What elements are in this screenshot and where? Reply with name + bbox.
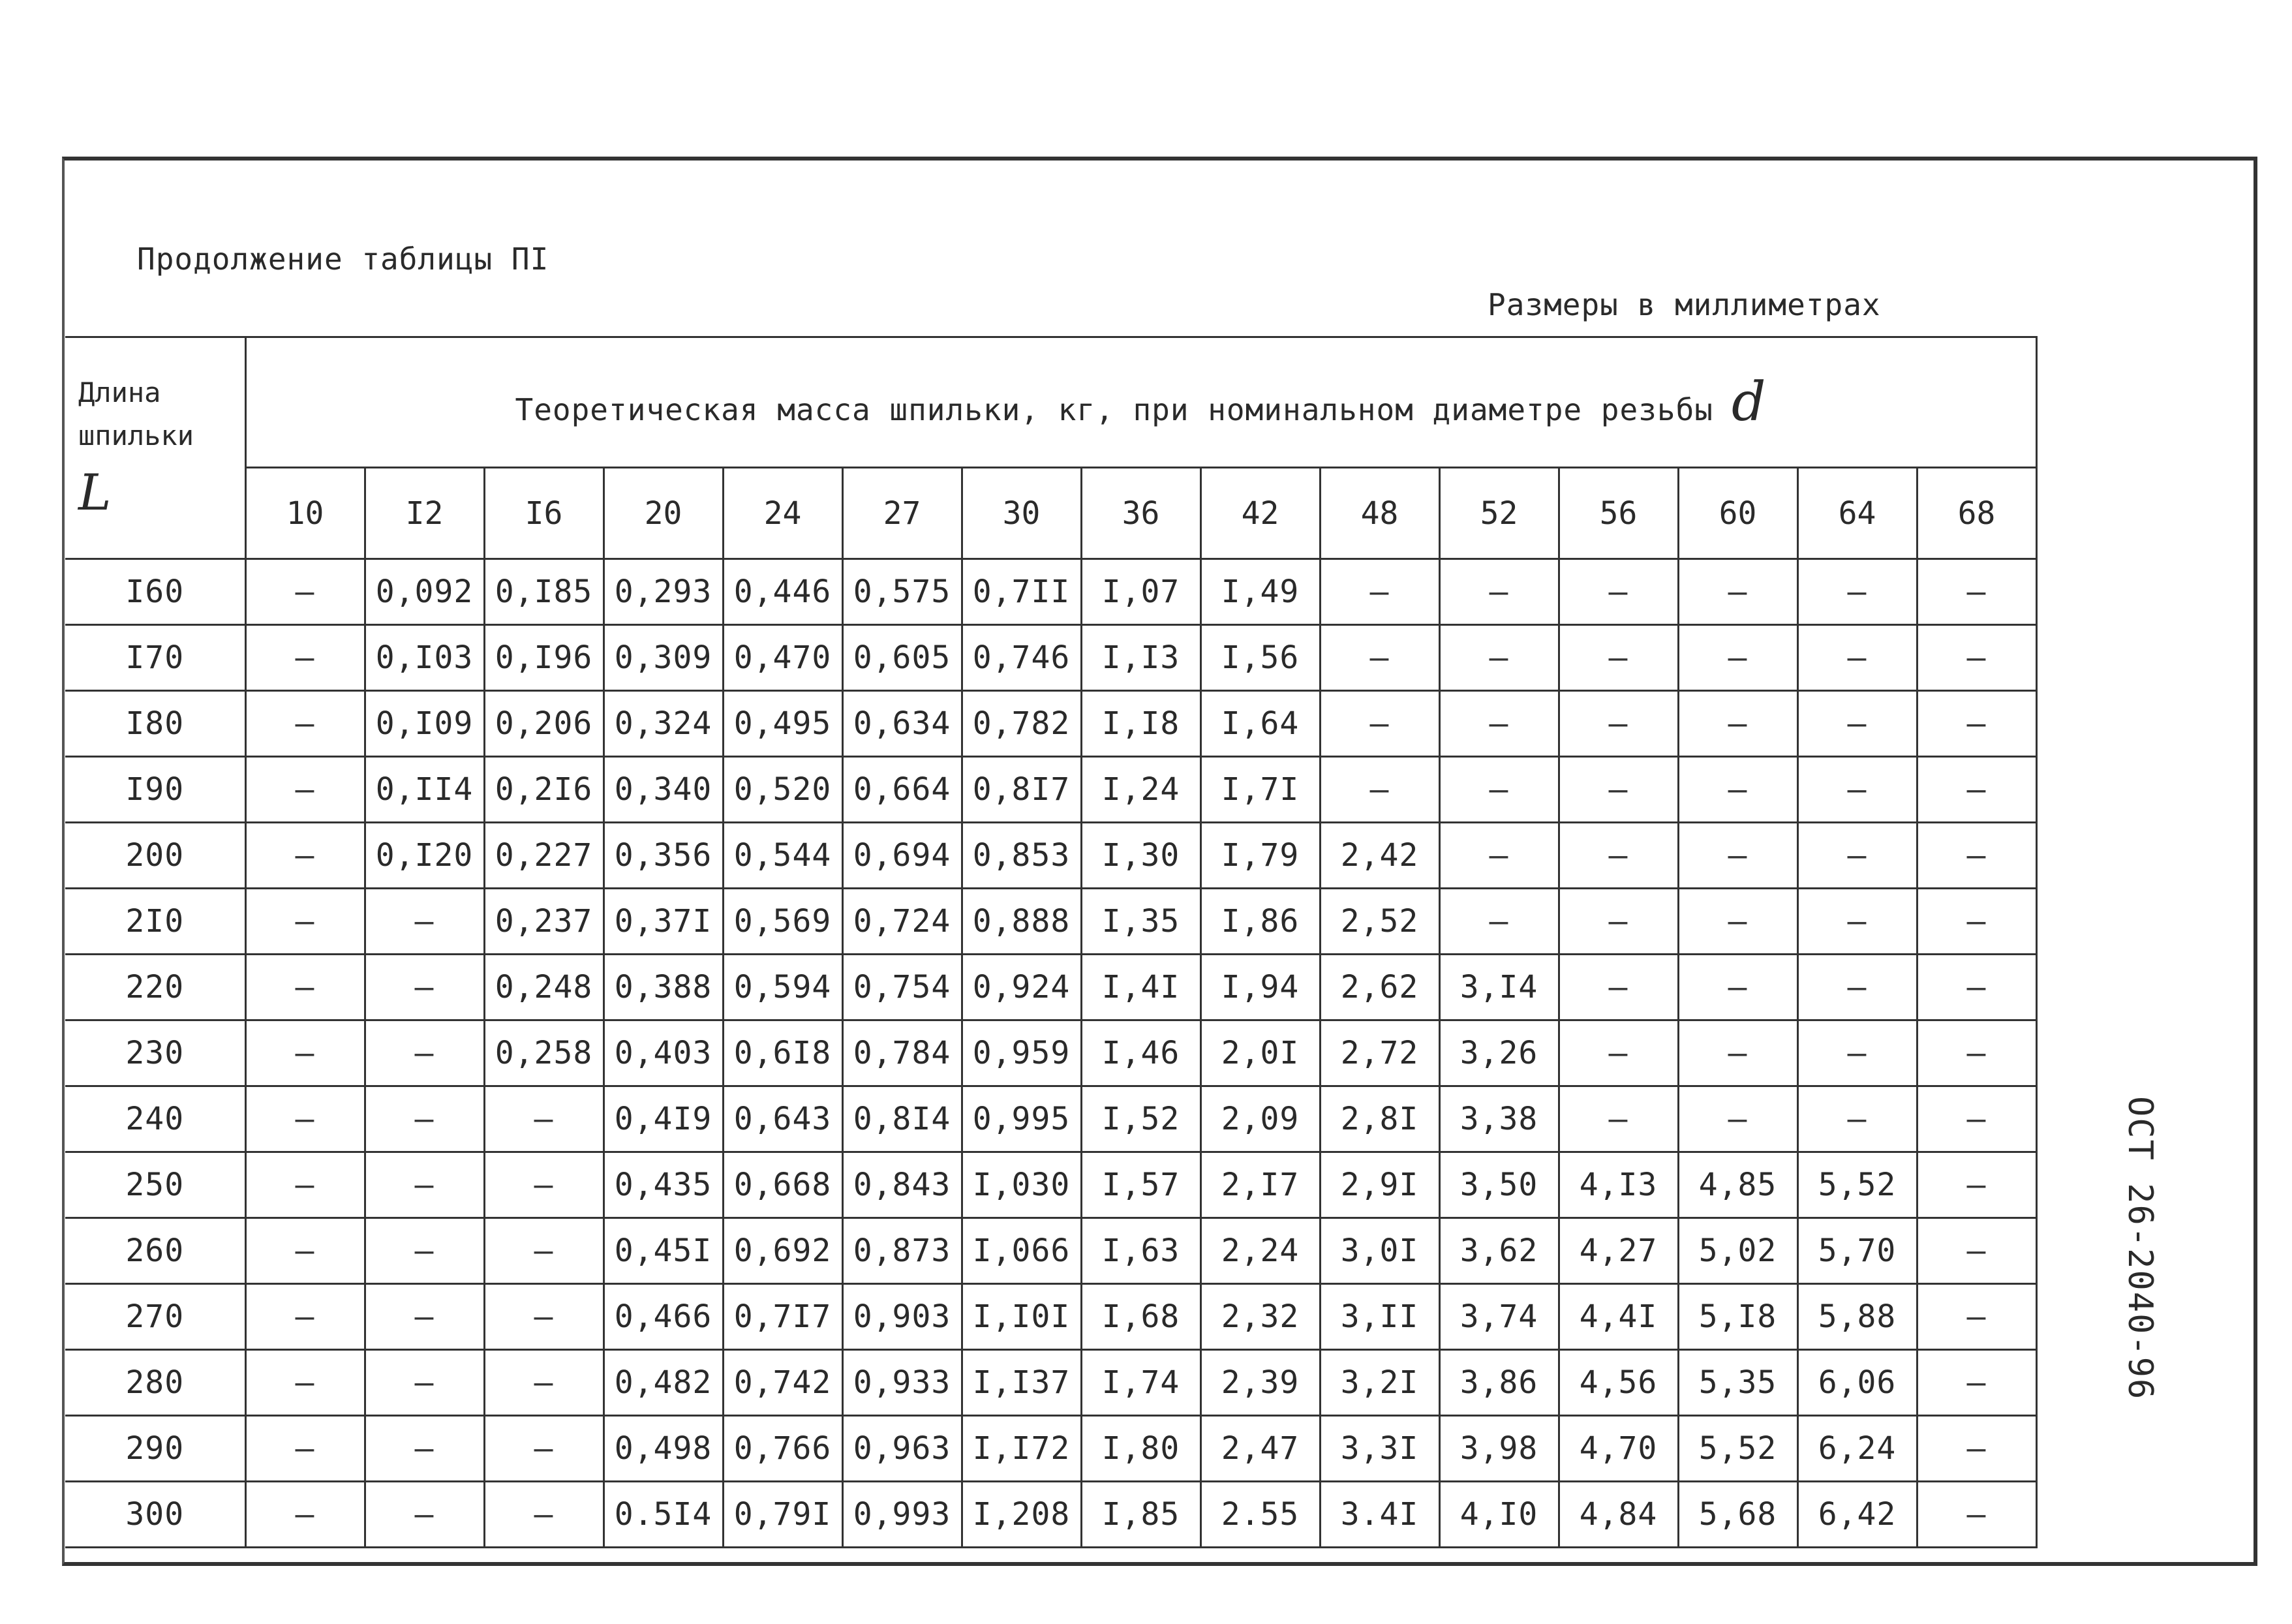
mass-cell: –	[1917, 1218, 2036, 1284]
mass-cell: 2,0I	[1200, 1020, 1320, 1086]
table-row	[65, 1350, 2036, 1416]
length-cell: 230	[65, 1020, 245, 1086]
mass-cell: 6,24	[1797, 1416, 1917, 1482]
mass-cell: –	[1559, 559, 1678, 625]
mass-cell: –	[365, 1416, 484, 1482]
mass-cell: 3,26	[1439, 1020, 1559, 1086]
mass-cell: 0,435	[604, 1152, 723, 1218]
mass-cell: I,07	[1081, 559, 1200, 625]
table-row	[65, 1416, 2036, 1482]
length-cell: 200	[65, 823, 245, 889]
mass-cell: –	[245, 1350, 365, 1416]
mass-cell: 0,403	[604, 1020, 723, 1086]
mass-cell: 3.4I	[1320, 1482, 1439, 1548]
mass-cell: 2,8I	[1320, 1086, 1439, 1152]
mass-cell: 0,888	[962, 889, 1081, 955]
length-cell: 290	[65, 1416, 245, 1482]
mass-cell: I,24	[1081, 757, 1200, 823]
mass-cell: –	[1797, 757, 1917, 823]
mass-cell: –	[1559, 691, 1678, 757]
mass-cell: 0,903	[842, 1284, 962, 1350]
mass-cell: –	[365, 1086, 484, 1152]
mass-cell: 0,575	[842, 559, 962, 625]
table-row	[65, 889, 2036, 955]
mass-cell: –	[1559, 757, 1678, 823]
mass-cell: 0,8I4	[842, 1086, 962, 1152]
mass-cell: 0,79I	[723, 1482, 842, 1548]
length-header-label: Длина шпильки	[78, 376, 194, 452]
mass-cell: 4,70	[1559, 1416, 1678, 1482]
mass-cell: I,56	[1200, 625, 1320, 691]
mass-cell: 0,I96	[484, 625, 604, 691]
length-cell: 220	[65, 955, 245, 1020]
mass-cell: 0,784	[842, 1020, 962, 1086]
mass-cell: –	[484, 1218, 604, 1284]
mass-cell: 0,6I8	[723, 1020, 842, 1086]
mass-cell: –	[365, 1020, 484, 1086]
mass-cell: –	[245, 823, 365, 889]
mass-cell: 0,692	[723, 1218, 842, 1284]
diameter-header-cell: 10	[245, 468, 365, 559]
mass-cell: 4,56	[1559, 1350, 1678, 1416]
mass-cell: –	[1559, 1086, 1678, 1152]
table-row	[65, 1020, 2036, 1086]
table-row	[65, 955, 2036, 1020]
mass-cell: 5,52	[1678, 1416, 1797, 1482]
mass-cell: I,63	[1081, 1218, 1200, 1284]
mass-header	[245, 337, 2036, 468]
diameter-header-cell: 36	[1081, 468, 1200, 559]
length-cell: I70	[65, 625, 245, 691]
mass-cell: –	[1678, 691, 1797, 757]
mass-cell: 4,I0	[1439, 1482, 1559, 1548]
mass-cell: –	[1678, 955, 1797, 1020]
mass-cell: –	[1797, 823, 1917, 889]
mass-cell: –	[245, 1152, 365, 1218]
length-header	[65, 337, 245, 559]
mass-cell: 0,746	[962, 625, 1081, 691]
diameter-header-cell: I6	[484, 468, 604, 559]
mass-cell: 3,74	[1439, 1284, 1559, 1350]
mass-cell: 0,7II	[962, 559, 1081, 625]
mass-cell: 0,520	[723, 757, 842, 823]
mass-cell: –	[1439, 889, 1559, 955]
diameter-header-cell: I2	[365, 468, 484, 559]
mass-cell: –	[1320, 559, 1439, 625]
mass-cell: 0,924	[962, 955, 1081, 1020]
mass-cell: 0,37I	[604, 889, 723, 955]
mass-cell: –	[365, 1350, 484, 1416]
mass-cell: 0,206	[484, 691, 604, 757]
mass-cell: –	[365, 1284, 484, 1350]
mass-cell: I,208	[962, 1482, 1081, 1548]
mass-cell: 0,446	[723, 559, 842, 625]
diameter-header-cell: 24	[723, 468, 842, 559]
mass-cell: 2,09	[1200, 1086, 1320, 1152]
mass-cell: 0,4I9	[604, 1086, 723, 1152]
mass-cell: 0,2I6	[484, 757, 604, 823]
mass-cell: I,4I	[1081, 955, 1200, 1020]
mass-cell: 3,3I	[1320, 1416, 1439, 1482]
mass-cell: 2,24	[1200, 1218, 1320, 1284]
mass-cell: –	[1917, 625, 2036, 691]
mass-cell: –	[1678, 559, 1797, 625]
mass-cell: –	[484, 1350, 604, 1416]
mass-cell: –	[1678, 1086, 1797, 1152]
mass-cell: –	[1797, 1086, 1917, 1152]
mass-cell: 2,42	[1320, 823, 1439, 889]
mass-cell: I,85	[1081, 1482, 1200, 1548]
mass-cell: 0,782	[962, 691, 1081, 757]
mass-cell: 0,092	[365, 559, 484, 625]
mass-cell: 0,237	[484, 889, 604, 955]
mass-cell: 5,88	[1797, 1284, 1917, 1350]
length-symbol: L	[78, 463, 112, 521]
mass-cell: 0,I85	[484, 559, 604, 625]
mass-cell: I,52	[1081, 1086, 1200, 1152]
mass-cell: –	[1917, 1416, 2036, 1482]
mass-cell: –	[1917, 559, 2036, 625]
mass-cell: –	[245, 1218, 365, 1284]
mass-cell: 0,664	[842, 757, 962, 823]
mass-cell: –	[1917, 1350, 2036, 1416]
mass-cell: I,7I	[1200, 757, 1320, 823]
mass-cell: I,I3	[1081, 625, 1200, 691]
mass-cell: 0,258	[484, 1020, 604, 1086]
mass-cell: –	[1439, 625, 1559, 691]
mass-cell: –	[1917, 823, 2036, 889]
mass-cell: –	[484, 1482, 604, 1548]
mass-cell: I,64	[1200, 691, 1320, 757]
mass-cell: I,030	[962, 1152, 1081, 1218]
table-row	[65, 1152, 2036, 1218]
mass-cell: I,57	[1081, 1152, 1200, 1218]
mass-cell: 0,933	[842, 1350, 962, 1416]
mass-cell: –	[1678, 1020, 1797, 1086]
mass-cell: 0,470	[723, 625, 842, 691]
diameter-header-cell: 48	[1320, 468, 1439, 559]
mass-cell: 0,959	[962, 1020, 1081, 1086]
mass-cell: 0,I20	[365, 823, 484, 889]
mass-cell: –	[1797, 955, 1917, 1020]
diameter-header-cell: 20	[604, 468, 723, 559]
mass-cell: 2,9I	[1320, 1152, 1439, 1218]
mass-cell: 4,84	[1559, 1482, 1678, 1548]
mass-cell: –	[245, 889, 365, 955]
table-row	[65, 1218, 2036, 1284]
mass-cell: 3,0I	[1320, 1218, 1439, 1284]
mass-cell: 0,963	[842, 1416, 962, 1482]
mass-cell: –	[1917, 1020, 2036, 1086]
mass-cell: 0,293	[604, 559, 723, 625]
mass-cell: –	[1797, 625, 1917, 691]
mass-cell: –	[1797, 1020, 1917, 1086]
diameter-header-row	[65, 468, 2036, 559]
mass-cell: 5,02	[1678, 1218, 1797, 1284]
mass-cell: 0.5I4	[604, 1482, 723, 1548]
mass-cell: 2,32	[1200, 1284, 1320, 1350]
mass-cell: 5,35	[1678, 1350, 1797, 1416]
mass-cell: –	[245, 625, 365, 691]
diameter-header-cell: 68	[1917, 468, 2036, 559]
mass-cell: 0,742	[723, 1350, 842, 1416]
mass-cell: –	[365, 1482, 484, 1548]
mass-cell: 0,324	[604, 691, 723, 757]
mass-cell: 2,72	[1320, 1020, 1439, 1086]
diameter-header-cell: 27	[842, 468, 962, 559]
mass-cell: I,I37	[962, 1350, 1081, 1416]
diameter-header-cell: 60	[1678, 468, 1797, 559]
length-cell: 270	[65, 1284, 245, 1350]
units-note: Размеры в миллиметрах	[1488, 287, 1881, 322]
mass-cell: 3,2I	[1320, 1350, 1439, 1416]
mass-cell: 2,I7	[1200, 1152, 1320, 1218]
mass-cell: 3,II	[1320, 1284, 1439, 1350]
mass-cell: 0,569	[723, 889, 842, 955]
mass-cell: 0,594	[723, 955, 842, 1020]
mass-cell: –	[365, 1152, 484, 1218]
mass-cell: 4,27	[1559, 1218, 1678, 1284]
mass-cell: 3,98	[1439, 1416, 1559, 1482]
mass-cell: –	[1559, 823, 1678, 889]
table-row	[65, 559, 2036, 625]
mass-cell: –	[245, 757, 365, 823]
mass-cell: –	[1917, 1482, 2036, 1548]
mass-header-label: Теоретическая масса шпильки, кг, при номинальном диаметре резьбы	[515, 392, 1713, 427]
mass-cell: 0,993	[842, 1482, 962, 1548]
mass-cell: I,68	[1081, 1284, 1200, 1350]
mass-cell: 4,I3	[1559, 1152, 1678, 1218]
table-row	[65, 1086, 2036, 1152]
mass-cell: –	[1917, 955, 2036, 1020]
mass-cell: I,I8	[1081, 691, 1200, 757]
mass-table	[65, 336, 2038, 1548]
mass-cell: 0,356	[604, 823, 723, 889]
mass-cell: –	[484, 1416, 604, 1482]
mass-cell: –	[245, 1086, 365, 1152]
mass-cell: I,46	[1081, 1020, 1200, 1086]
mass-cell: –	[1917, 691, 2036, 757]
mass-cell: –	[1439, 559, 1559, 625]
diameter-header-cell: 52	[1439, 468, 1559, 559]
mass-cell: I,066	[962, 1218, 1081, 1284]
mass-cell: –	[1320, 691, 1439, 757]
mass-cell: 0,724	[842, 889, 962, 955]
table-caption: Продолжение таблицы ПI	[137, 241, 549, 277]
mass-cell: 2,47	[1200, 1416, 1320, 1482]
mass-cell: 5,70	[1797, 1218, 1917, 1284]
mass-cell: I,35	[1081, 889, 1200, 955]
mass-cell: 0,873	[842, 1218, 962, 1284]
mass-cell: –	[1439, 823, 1559, 889]
mass-cell: I,49	[1200, 559, 1320, 625]
mass-cell: –	[1917, 889, 2036, 955]
table-row	[65, 1482, 2036, 1548]
mass-cell: 0,853	[962, 823, 1081, 889]
mass-cell: 0,248	[484, 955, 604, 1020]
mass-cell: 2,62	[1320, 955, 1439, 1020]
mass-cell: 0,843	[842, 1152, 962, 1218]
mass-cell: –	[1320, 625, 1439, 691]
mass-cell: 0,498	[604, 1416, 723, 1482]
table-row	[65, 1284, 2036, 1350]
mass-cell: –	[1439, 691, 1559, 757]
mass-cell: 4,4I	[1559, 1284, 1678, 1350]
mass-cell: –	[245, 1020, 365, 1086]
table-row	[65, 625, 2036, 691]
mass-cell: –	[1678, 625, 1797, 691]
mass-cell: –	[365, 1218, 484, 1284]
mass-cell: –	[1917, 757, 2036, 823]
mass-cell: –	[245, 1284, 365, 1350]
mass-cell: 0,I09	[365, 691, 484, 757]
mass-cell: 5,I8	[1678, 1284, 1797, 1350]
mass-cell: 3,62	[1439, 1218, 1559, 1284]
mass-cell: –	[1559, 625, 1678, 691]
mass-cell: 0,227	[484, 823, 604, 889]
mass-cell: 0,45I	[604, 1218, 723, 1284]
mass-cell: –	[1797, 559, 1917, 625]
mass-cell: 6,42	[1797, 1482, 1917, 1548]
mass-cell: 0,766	[723, 1416, 842, 1482]
mass-cell: I,I0I	[962, 1284, 1081, 1350]
diameter-header-cell: 56	[1559, 468, 1678, 559]
mass-cell: –	[1678, 823, 1797, 889]
diameter-symbol: d	[1731, 371, 1767, 433]
mass-cell: –	[1559, 1020, 1678, 1086]
length-cell: 250	[65, 1152, 245, 1218]
mass-cell: 6,06	[1797, 1350, 1917, 1416]
mass-cell: –	[1559, 889, 1678, 955]
mass-cell: 3,86	[1439, 1350, 1559, 1416]
length-cell: I90	[65, 757, 245, 823]
mass-cell: 0,388	[604, 955, 723, 1020]
mass-cell: I,86	[1200, 889, 1320, 955]
mass-cell: I,94	[1200, 955, 1320, 1020]
mass-cell: –	[245, 691, 365, 757]
mass-cell: 0,995	[962, 1086, 1081, 1152]
mass-cell: 0,309	[604, 625, 723, 691]
table-row	[65, 691, 2036, 757]
mass-cell: –	[1917, 1152, 2036, 1218]
mass-cell: –	[365, 889, 484, 955]
mass-cell: –	[245, 1416, 365, 1482]
mass-cell: –	[484, 1284, 604, 1350]
mass-cell: 0,340	[604, 757, 723, 823]
mass-cell: –	[1439, 757, 1559, 823]
mass-cell: –	[1678, 757, 1797, 823]
mass-cell: 0,495	[723, 691, 842, 757]
mass-cell: 0,8I7	[962, 757, 1081, 823]
mass-cell: 0,482	[604, 1350, 723, 1416]
mass-cell: 0,634	[842, 691, 962, 757]
length-cell: I80	[65, 691, 245, 757]
length-cell: 260	[65, 1218, 245, 1284]
mass-cell: 0,605	[842, 625, 962, 691]
mass-cell: 0,668	[723, 1152, 842, 1218]
mass-cell: –	[365, 955, 484, 1020]
mass-cell: 2,52	[1320, 889, 1439, 955]
mass-cell: I,80	[1081, 1416, 1200, 1482]
length-cell: 300	[65, 1482, 245, 1548]
table-body	[65, 559, 2036, 1548]
mass-cell: –	[484, 1152, 604, 1218]
diameter-header-cell: 30	[962, 468, 1081, 559]
mass-cell: 5,68	[1678, 1482, 1797, 1548]
mass-cell: –	[1559, 955, 1678, 1020]
mass-cell: 3,38	[1439, 1086, 1559, 1152]
diameter-header-cell: 42	[1200, 468, 1320, 559]
table-row	[65, 823, 2036, 889]
length-cell: 2I0	[65, 889, 245, 955]
mass-cell: 2.55	[1200, 1482, 1320, 1548]
mass-cell: 0,466	[604, 1284, 723, 1350]
mass-cell: 0,7I7	[723, 1284, 842, 1350]
mass-cell: –	[1797, 889, 1917, 955]
mass-cell: 0,754	[842, 955, 962, 1020]
length-cell: I60	[65, 559, 245, 625]
mass-cell: –	[1678, 889, 1797, 955]
mass-cell: –	[245, 955, 365, 1020]
mass-cell: 0,643	[723, 1086, 842, 1152]
mass-cell: I,I72	[962, 1416, 1081, 1482]
mass-cell: 0,II4	[365, 757, 484, 823]
diameter-header-cell: 64	[1797, 468, 1917, 559]
length-cell: 240	[65, 1086, 245, 1152]
mass-cell: –	[1320, 757, 1439, 823]
length-cell: 280	[65, 1350, 245, 1416]
mass-cell: I,74	[1081, 1350, 1200, 1416]
mass-cell: I,30	[1081, 823, 1200, 889]
mass-cell: –	[245, 559, 365, 625]
mass-cell: –	[1917, 1284, 2036, 1350]
document-code: ОСТ 26-2040-96	[2120, 1096, 2160, 1401]
mass-cell: 0,544	[723, 823, 842, 889]
mass-cell: 4,85	[1678, 1152, 1797, 1218]
mass-cell: 2,39	[1200, 1350, 1320, 1416]
mass-cell: 3,I4	[1439, 955, 1559, 1020]
mass-cell: 3,50	[1439, 1152, 1559, 1218]
mass-cell: –	[484, 1086, 604, 1152]
mass-cell: –	[1797, 691, 1917, 757]
mass-cell: –	[1917, 1086, 2036, 1152]
mass-cell: I,79	[1200, 823, 1320, 889]
mass-cell: 0,I03	[365, 625, 484, 691]
table-row	[65, 757, 2036, 823]
mass-cell: 5,52	[1797, 1152, 1917, 1218]
mass-cell: 0,694	[842, 823, 962, 889]
mass-cell: –	[245, 1482, 365, 1548]
